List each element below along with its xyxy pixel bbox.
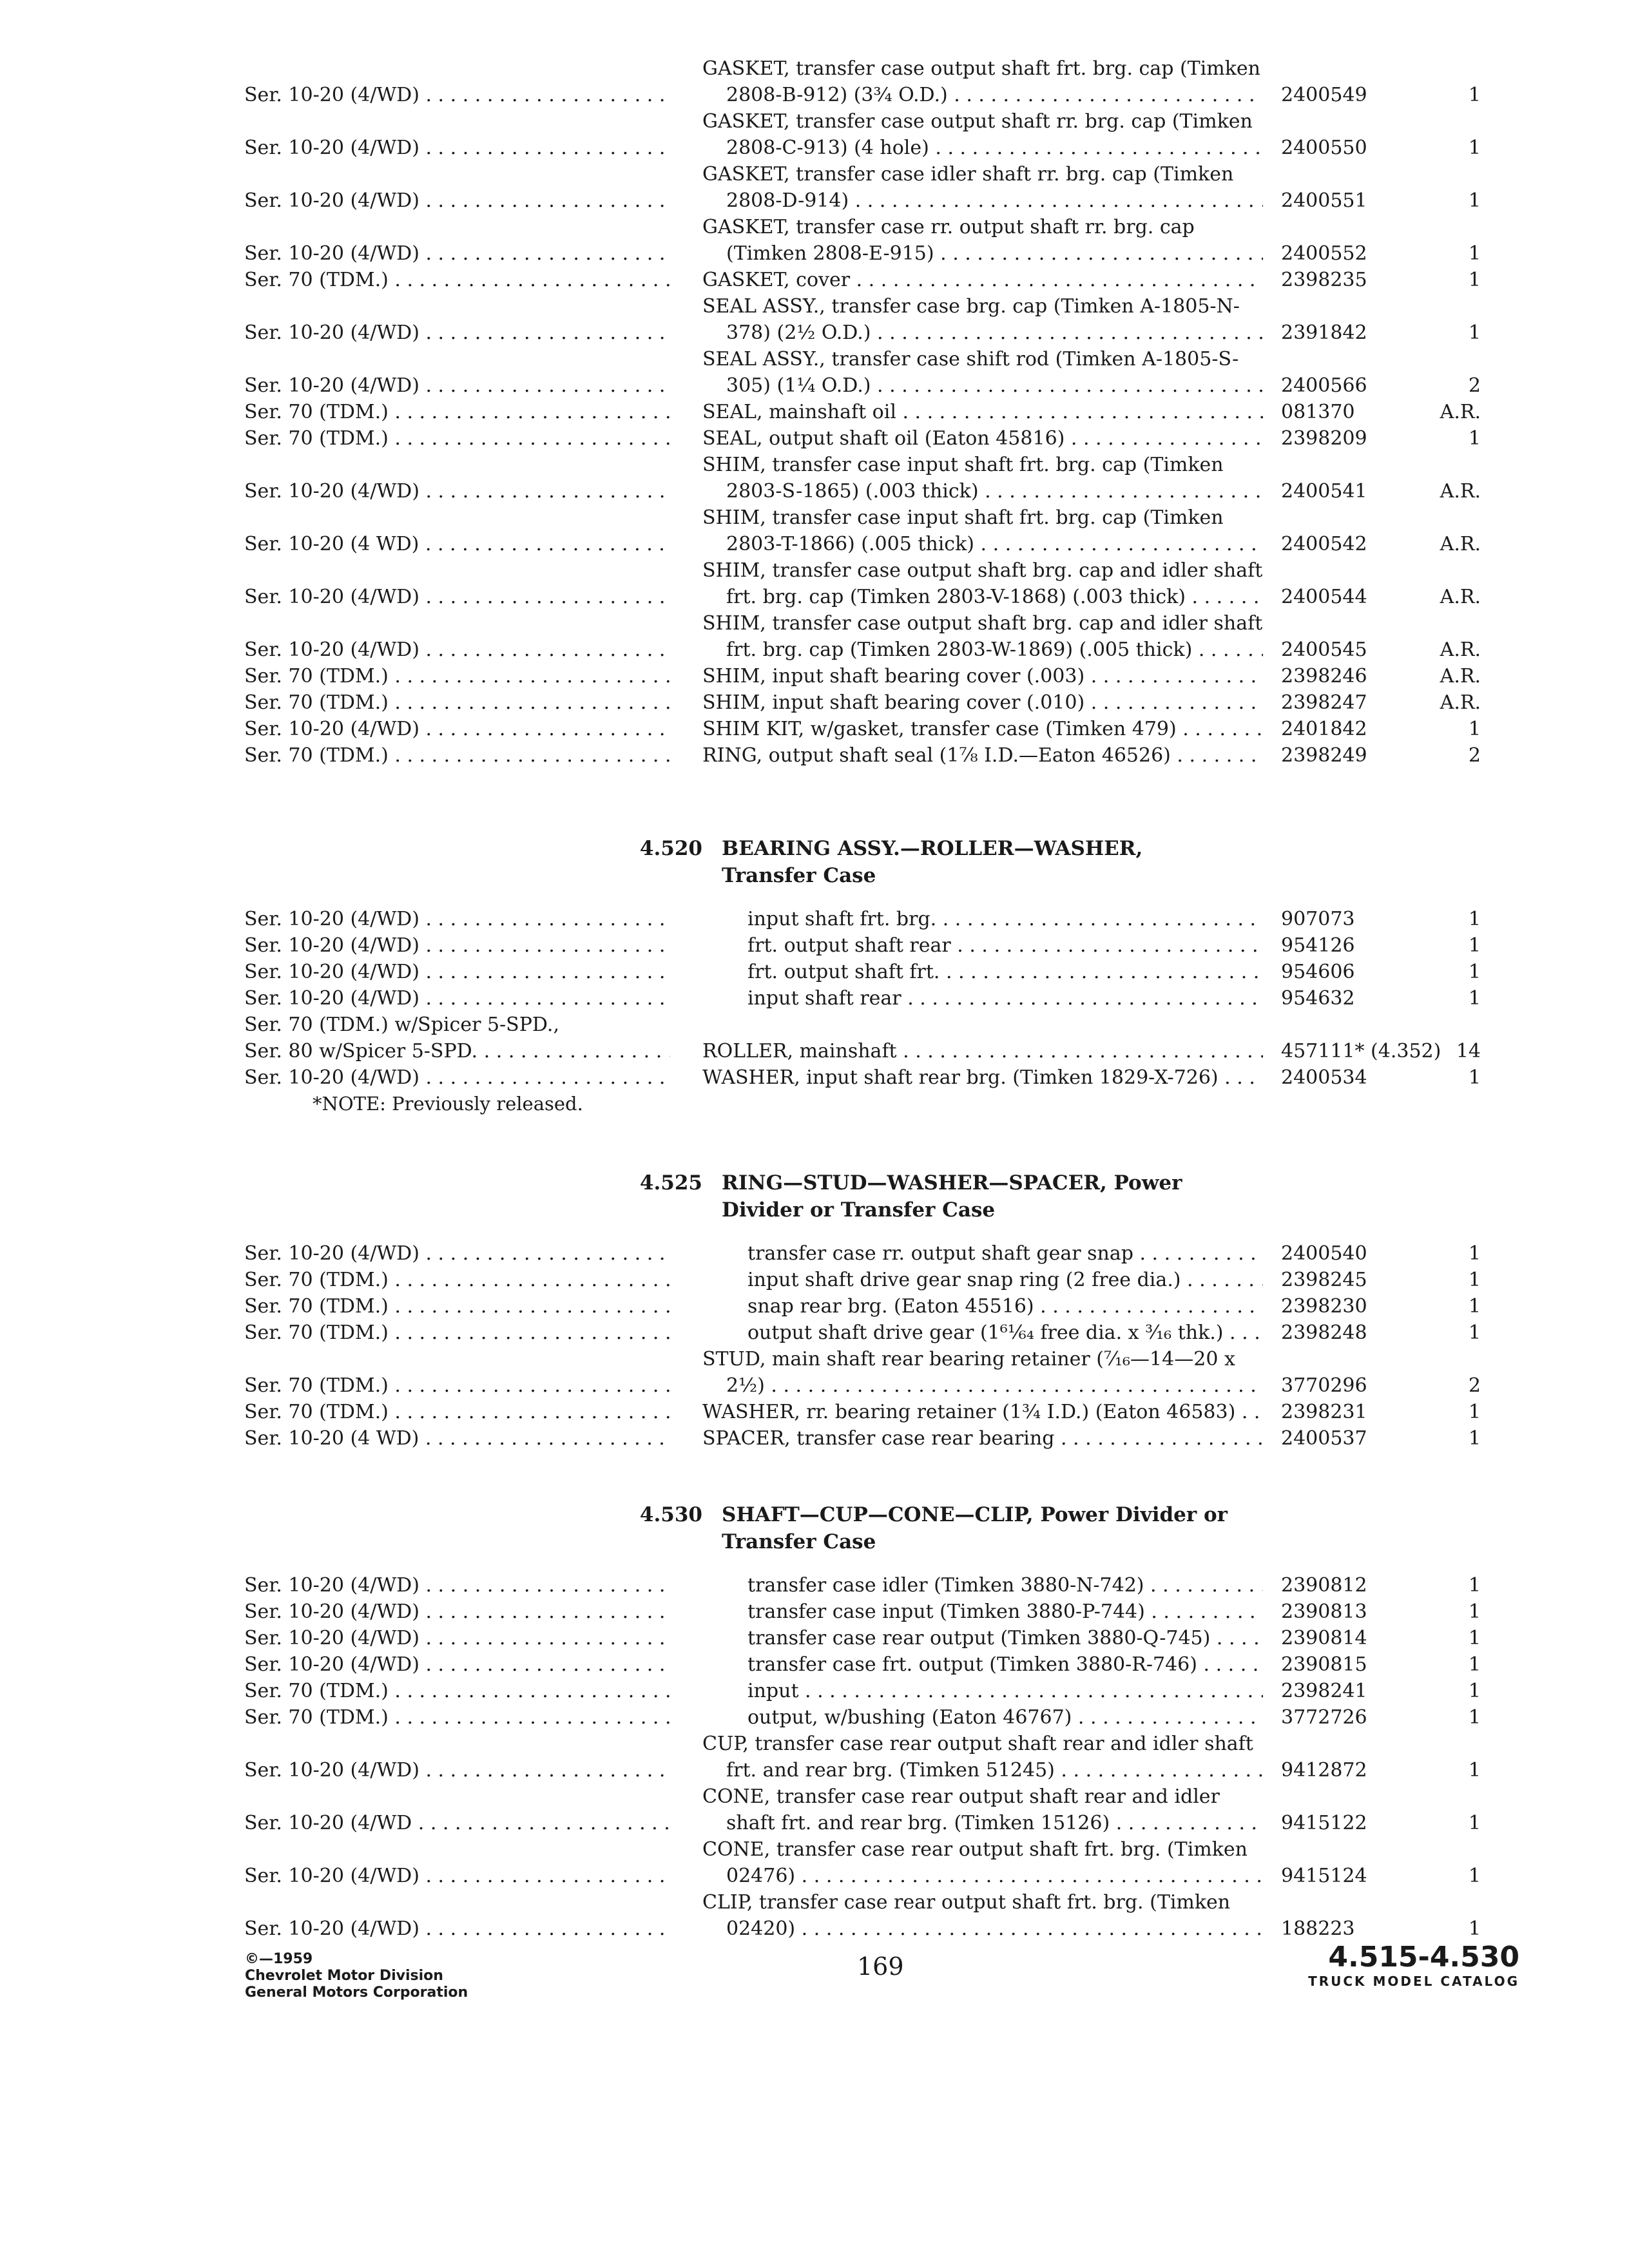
part-number: 2390813 xyxy=(1281,1600,1367,1623)
part-description xyxy=(702,1678,1263,1704)
description-line: 378) (2½ O.D.) . . . xyxy=(702,320,1263,346)
section-number: 4.530 xyxy=(639,1503,702,1526)
part-description xyxy=(702,557,1263,610)
part-number: 2398248 xyxy=(1281,1321,1367,1344)
description-line: RING, output shaft seal (1⅞ I.D.—Eaton 46526) . . . xyxy=(702,742,1263,769)
part-description xyxy=(702,1012,1263,1038)
description-line: 02420) . . . xyxy=(702,1916,1263,1942)
applicable-models: Ser. 10-20 (4/WD) . . . xyxy=(242,478,670,505)
applicable-models: Ser. 10-20 (4/WD) . . . xyxy=(242,1064,670,1091)
parts-list-4520 xyxy=(242,906,1537,1117)
part-description xyxy=(702,932,1263,959)
quantity: 1 xyxy=(1468,1269,1481,1291)
part-description xyxy=(702,1572,1263,1599)
description-line: 305) (1¼ O.D.) . . . xyxy=(702,372,1263,399)
part-row xyxy=(242,985,1537,1012)
quantity: 1 xyxy=(1468,1066,1481,1089)
part-number: 2400534 xyxy=(1281,1066,1367,1089)
part-number: 2400545 xyxy=(1281,639,1367,661)
description-line: SHIM, input shaft bearing cover (.010) . . . xyxy=(702,689,1263,716)
description-line: SEAL, output shaft oil (Eaton 45816) . . . xyxy=(702,425,1263,452)
quantity: 1 xyxy=(1468,1427,1481,1450)
section-title: BEARING ASSY.—ROLLER—WASHER, Transfer Case xyxy=(722,837,1143,887)
applicable-models: Ser. 10-20 (4/WD) . . . xyxy=(242,1916,670,1942)
description-line: transfer case rear output (Timken 3880-Q-745) . . . xyxy=(702,1625,1263,1651)
quantity: 1 xyxy=(1468,427,1481,450)
part-description xyxy=(702,959,1263,985)
part-row xyxy=(242,1240,1537,1267)
description-line: input shaft rear . . . xyxy=(702,985,1263,1012)
applicable-models: Ser. 10-20 (4/WD) . . . xyxy=(242,906,670,932)
part-description xyxy=(702,906,1263,932)
description-line: GASKET, transfer case rr. output shaft rr. brg. cap xyxy=(702,216,1195,238)
part-description xyxy=(702,267,1263,293)
part-number: 954632 xyxy=(1281,987,1355,1010)
description-line: 2808-B-912) (3¾ O.D.) . . . xyxy=(702,82,1263,108)
part-row xyxy=(242,1267,1537,1293)
part-description xyxy=(702,505,1263,557)
quantity: 1 xyxy=(1468,1574,1481,1597)
description-line: SEAL ASSY., transfer case brg. cap (Timken A-1805-N- xyxy=(702,295,1240,318)
quantity: A.R. xyxy=(1440,586,1481,608)
part-number: 9412872 xyxy=(1281,1759,1367,1782)
part-row xyxy=(242,214,1537,267)
applicable-models: Ser. 70 (TDM.) . . . xyxy=(242,1372,670,1399)
part-number: 2398245 xyxy=(1281,1269,1367,1291)
description-line: 02476) . . . xyxy=(702,1863,1263,1889)
quantity: 1 xyxy=(1468,269,1481,291)
catalog-range-block xyxy=(1308,1941,1519,1989)
description-line: WASHER, input shaft rear brg. (Timken 1829-X-726) . . . xyxy=(702,1064,1263,1091)
part-number: 2398247 xyxy=(1281,691,1367,714)
part-number: 907073 xyxy=(1281,908,1355,930)
quantity: 1 xyxy=(1468,322,1481,344)
quantity: 2 xyxy=(1468,374,1481,397)
quantity: 1 xyxy=(1468,1321,1481,1344)
part-row xyxy=(242,1293,1537,1320)
description-line: input . . . xyxy=(702,1678,1263,1704)
part-row xyxy=(242,663,1537,689)
part-description xyxy=(702,1425,1263,1452)
part-row xyxy=(242,108,1537,161)
quantity: 1 xyxy=(1468,1627,1481,1649)
description-line: shaft frt. and rear brg. (Timken 15126) . . . xyxy=(702,1810,1263,1836)
part-row xyxy=(242,1320,1537,1346)
part-number: 2398249 xyxy=(1281,744,1367,767)
description-line: SPACER, transfer case rear bearing . . . xyxy=(702,1425,1263,1452)
section-range: 4.515-4.530 xyxy=(1328,1941,1519,1974)
description-line: GASKET, transfer case output shaft frt. brg. cap (Timken xyxy=(702,57,1260,80)
applicable-models: Ser. 10-20 (4/WD) . . . xyxy=(242,1572,670,1599)
part-number: 081370 xyxy=(1281,401,1355,423)
part-row xyxy=(242,505,1537,557)
applicable-models: Ser. 10-20 (4/WD) . . . xyxy=(242,1240,670,1267)
quantity: 1 xyxy=(1468,987,1481,1010)
quantity: A.R. xyxy=(1440,639,1481,661)
part-row xyxy=(242,452,1537,505)
quantity: 2 xyxy=(1468,1374,1481,1397)
part-description xyxy=(702,1267,1263,1293)
description-line: 2½) . . . xyxy=(702,1372,1263,1399)
part-number: 2398231 xyxy=(1281,1401,1367,1423)
quantity: 1 xyxy=(1468,84,1481,106)
applicable-models: Ser. 10-20 (4/WD) . . . xyxy=(242,959,670,985)
description-line: output, w/bushing (Eaton 46767) . . . xyxy=(702,1704,1263,1731)
applicable-models: Ser. 70 (TDM.) . . . xyxy=(242,425,670,452)
applicable-models: Ser. 70 (TDM.) . . . xyxy=(242,1320,670,1346)
description-line: transfer case input (Timken 3880-P-744) . . . xyxy=(702,1599,1263,1625)
part-description xyxy=(702,1399,1263,1425)
part-number: 2398241 xyxy=(1281,1680,1367,1702)
applicable-models: Ser. 10-20 (4/WD) . . . xyxy=(242,372,670,399)
part-number: 2400537 xyxy=(1281,1427,1367,1450)
applicable-models: Ser. 10-20 (4/WD) . . . xyxy=(242,932,670,959)
part-description xyxy=(702,1889,1263,1942)
quantity: 1 xyxy=(1468,1653,1481,1676)
quantity: 1 xyxy=(1468,1706,1481,1729)
part-number: 3770296 xyxy=(1281,1374,1367,1397)
part-row xyxy=(242,1399,1537,1425)
part-description xyxy=(702,610,1263,663)
catalog-name: TRUCK MODEL CATALOG xyxy=(1308,1974,1519,1989)
quantity: 1 xyxy=(1468,1680,1481,1702)
part-description xyxy=(702,1038,1263,1064)
applicable-models: Ser. 70 (TDM.) . . . xyxy=(242,1704,670,1731)
applicable-models: Ser. 70 (TDM.) . . . xyxy=(242,742,670,769)
applicable-models: Ser. 10-20 (4/WD) . . . xyxy=(242,584,670,610)
part-row xyxy=(242,1012,1537,1038)
part-description xyxy=(702,293,1263,346)
description-line: transfer case idler (Timken 3880-N-742) . . . xyxy=(702,1572,1263,1599)
applicable-models: Ser. 10-20 (4/WD) . . . xyxy=(242,1625,670,1651)
part-row xyxy=(242,55,1537,108)
applicable-models: Ser. 70 (TDM.) w/Spicer 5-SPD., xyxy=(244,1014,559,1036)
part-number: 2391842 xyxy=(1281,322,1367,344)
description-line: (Timken 2808-E-915) . . . xyxy=(702,240,1263,267)
quantity: 2 xyxy=(1468,744,1481,767)
description-line: transfer case frt. output (Timken 3880-R-746) . . . xyxy=(702,1651,1263,1678)
part-row xyxy=(242,1704,1537,1731)
description-line: GASKET, transfer case idler shaft rr. brg. cap (Timken xyxy=(702,163,1234,186)
footnote: *NOTE: Previously released. xyxy=(313,1093,583,1115)
quantity: 1 xyxy=(1468,1401,1481,1423)
part-description xyxy=(702,55,1263,108)
division: Chevrolet Motor Division xyxy=(245,1968,443,1984)
description-line: frt. brg. cap (Timken 2803-W-1869) (.005 thick) . . . xyxy=(702,637,1263,663)
applicable-models: Ser. 70 (TDM.) . . . xyxy=(242,1399,670,1425)
part-row xyxy=(242,1889,1537,1942)
part-number: 954126 xyxy=(1281,934,1355,957)
part-number: 2400549 xyxy=(1281,84,1367,106)
part-row xyxy=(242,932,1537,959)
quantity: 1 xyxy=(1468,137,1481,159)
part-row xyxy=(242,1038,1537,1064)
part-number: 2400550 xyxy=(1281,137,1367,159)
part-number: 3772726 xyxy=(1281,1706,1367,1729)
description-line: SEAL, mainshaft oil . . . xyxy=(702,399,1263,425)
applicable-models: Ser. 10-20 (4 WD) . . . xyxy=(242,1425,670,1452)
part-description xyxy=(702,1240,1263,1267)
quantity: A.R. xyxy=(1440,533,1481,555)
applicable-models: Ser. 70 (TDM.) . . . xyxy=(242,689,670,716)
quantity: A.R. xyxy=(1440,691,1481,714)
applicable-models: Ser. 10-20 (4/WD) . . . xyxy=(242,240,670,267)
part-description xyxy=(702,663,1263,689)
quantity: 1 xyxy=(1468,961,1481,983)
section-title: SHAFT—CUP—CONE—CLIP, Power Divider or Transfer Case xyxy=(722,1503,1228,1553)
part-number: 2401842 xyxy=(1281,718,1367,740)
description-line: transfer case rr. output shaft gear snap . . . xyxy=(702,1240,1263,1267)
part-row xyxy=(242,346,1537,399)
section-title: RING—STUD—WASHER—SPACER, Power Divider or Transfer Case xyxy=(722,1171,1182,1222)
part-number: 2398209 xyxy=(1281,427,1367,450)
part-row xyxy=(242,742,1537,769)
applicable-models: Ser. 70 (TDM.) . . . xyxy=(242,1267,670,1293)
part-description xyxy=(702,1625,1263,1651)
applicable-models: Ser. 10-20 (4/WD) . . . xyxy=(242,1863,670,1889)
applicable-models: Ser. 70 (TDM.) . . . xyxy=(242,267,670,293)
description-line: SHIM KIT, w/gasket, transfer case (Timken 479) . . . xyxy=(702,716,1263,742)
part-number: 2400542 xyxy=(1281,533,1367,555)
description-line: WASHER, rr. bearing retainer (1¾ I.D.) (Eaton 46583) . . . xyxy=(702,1399,1263,1425)
quantity: 1 xyxy=(1468,718,1481,740)
section-header-4525 xyxy=(628,1169,1302,1224)
description-line: frt. output shaft frt. . . . xyxy=(702,959,1263,985)
part-row xyxy=(242,689,1537,716)
part-description xyxy=(702,346,1263,399)
description-line: STUD, main shaft rear bearing retainer (⁷⁄₁₆—14—20 x xyxy=(702,1348,1235,1370)
applicable-models: Ser. 10-20 (4/WD) . . . xyxy=(242,985,670,1012)
parts-list-4525 xyxy=(242,1240,1537,1452)
part-number: 2400541 xyxy=(1281,480,1367,503)
part-row xyxy=(242,1064,1537,1091)
description-line: CONE, transfer case rear output shaft frt. brg. (Timken xyxy=(702,1838,1248,1861)
quantity: A.R. xyxy=(1440,401,1481,423)
part-row xyxy=(242,1783,1537,1836)
part-row xyxy=(242,557,1537,610)
part-row xyxy=(242,906,1537,932)
part-description xyxy=(702,1836,1263,1889)
part-number: 457111* (4.352) xyxy=(1281,1040,1441,1062)
part-row xyxy=(242,1599,1537,1625)
part-number: 2398230 xyxy=(1281,1295,1367,1318)
part-description xyxy=(702,742,1263,769)
description-line: CONE, transfer case rear output shaft rear and idler xyxy=(702,1785,1220,1808)
part-description xyxy=(702,1064,1263,1091)
description-line: CUP, transfer case rear output shaft rear and idler shaft xyxy=(702,1733,1253,1755)
part-description xyxy=(702,1651,1263,1678)
part-description xyxy=(702,399,1263,425)
description-line: frt. and rear brg. (Timken 51245) . . . xyxy=(702,1757,1263,1783)
description-line: frt. brg. cap (Timken 2803-V-1868) (.003 thick) . . . xyxy=(702,584,1263,610)
part-row xyxy=(242,399,1537,425)
applicable-models: Ser. 10-20 (4 WD) . . . xyxy=(242,531,670,557)
part-row xyxy=(242,1346,1537,1399)
description-line: SHIM, transfer case output shaft brg. cap and idler shaft xyxy=(702,559,1263,582)
description-line: frt. output shaft rear . . . xyxy=(702,932,1263,959)
copyright: ©—1959 xyxy=(245,1951,313,1967)
part-row xyxy=(242,1425,1537,1452)
part-row xyxy=(242,161,1537,214)
part-number: 2390814 xyxy=(1281,1627,1367,1649)
part-description xyxy=(702,1783,1263,1836)
part-description xyxy=(702,1731,1263,1783)
parts-list-4515 xyxy=(242,55,1537,769)
part-description xyxy=(702,214,1263,267)
part-number: 2400544 xyxy=(1281,586,1367,608)
part-row xyxy=(242,716,1537,742)
part-number: 9415122 xyxy=(1281,1812,1367,1834)
part-number: 2400540 xyxy=(1281,1242,1367,1265)
description-line: SHIM, transfer case output shaft brg. cap and idler shaft xyxy=(702,612,1263,635)
quantity: A.R. xyxy=(1440,480,1481,503)
part-description xyxy=(702,452,1263,505)
part-number: 2400566 xyxy=(1281,374,1367,397)
description-line: CLIP, transfer case rear output shaft frt. brg. (Timken xyxy=(702,1891,1231,1914)
part-number: 2398246 xyxy=(1281,665,1367,687)
description-line: output shaft drive gear (1⁶¹⁄₆₄ free dia. x ³⁄₁₆ thk.) . . . xyxy=(702,1320,1263,1346)
section-header-4530 xyxy=(628,1501,1302,1555)
part-row xyxy=(242,959,1537,985)
applicable-models: Ser. 10-20 (4/WD) . . . xyxy=(242,1757,670,1783)
description-line: GASKET, transfer case output shaft rr. brg. cap (Timken xyxy=(702,110,1253,133)
description-line: SHIM, transfer case input shaft frt. brg. cap (Timken xyxy=(702,506,1224,529)
description-line: GASKET, cover . . . xyxy=(702,267,1263,293)
copyright-block xyxy=(245,1951,468,2001)
section-number: 4.520 xyxy=(639,837,702,860)
parts-list-4530 xyxy=(242,1572,1537,1942)
description-line: input shaft frt. brg. . . . xyxy=(702,906,1263,932)
part-description xyxy=(702,1599,1263,1625)
part-description xyxy=(702,1320,1263,1346)
part-description xyxy=(702,425,1263,452)
part-description xyxy=(702,161,1263,214)
part-number: 188223 xyxy=(1281,1917,1355,1940)
part-number: 2398235 xyxy=(1281,269,1367,291)
quantity: 1 xyxy=(1468,1242,1481,1265)
applicable-models: Ser. 10-20 (4/WD) . . . xyxy=(242,320,670,346)
part-number: 954606 xyxy=(1281,961,1355,983)
quantity: 1 xyxy=(1468,1917,1481,1940)
applicable-models: Ser. 10-20 (4/WD) . . . xyxy=(242,135,670,161)
section-header-4520 xyxy=(628,835,1302,889)
applicable-models: Ser. 70 (TDM.) . . . xyxy=(242,663,670,689)
part-row xyxy=(242,293,1537,346)
description-line: SHIM, transfer case input shaft frt. brg. cap (Timken xyxy=(702,454,1224,476)
part-number: 2390812 xyxy=(1281,1574,1367,1597)
quantity: 14 xyxy=(1456,1040,1481,1062)
quantity: 1 xyxy=(1468,908,1481,930)
part-description xyxy=(702,716,1263,742)
part-description xyxy=(702,1704,1263,1731)
description-line: ROLLER, mainshaft . . . xyxy=(702,1038,1263,1064)
part-description xyxy=(702,1293,1263,1320)
description-line: 2803-T-1866) (.005 thick) . . . xyxy=(702,531,1263,557)
part-description xyxy=(702,689,1263,716)
description-line: 2808-C-913) (4 hole) . . . xyxy=(702,135,1263,161)
description-line: 2803-S-1865) (.003 thick) . . . xyxy=(702,478,1263,505)
quantity: A.R. xyxy=(1440,665,1481,687)
description-line: input shaft drive gear snap ring (2 free dia.) . . . xyxy=(702,1267,1263,1293)
part-row xyxy=(242,425,1537,452)
quantity: 1 xyxy=(1468,242,1481,265)
part-row xyxy=(242,1836,1537,1889)
part-number: 2400551 xyxy=(1281,189,1367,212)
description-line: SEAL ASSY., transfer case shift rod (Timken A-1805-S- xyxy=(702,348,1239,370)
part-row xyxy=(242,1625,1537,1651)
applicable-models: Ser. 80 w/Spicer 5-SPD. . . . xyxy=(242,1038,670,1064)
description-line: snap rear brg. (Eaton 45516) . . . xyxy=(702,1293,1263,1320)
corporation: General Motors Corporation xyxy=(245,1984,468,2001)
applicable-models: Ser. 10-20 (4/WD) . . . xyxy=(242,82,670,108)
part-number: 9415124 xyxy=(1281,1865,1367,1887)
quantity: 1 xyxy=(1468,1812,1481,1834)
quantity: 1 xyxy=(1468,1295,1481,1318)
description-line xyxy=(702,1012,1263,1038)
applicable-models: Ser. 70 (TDM.) . . . xyxy=(242,1293,670,1320)
part-row xyxy=(242,1678,1537,1704)
part-row xyxy=(242,1572,1537,1599)
applicable-models: Ser. 10-20 (4/WD . . . xyxy=(242,1810,670,1836)
part-number: 2400552 xyxy=(1281,242,1367,265)
quantity: 1 xyxy=(1468,1865,1481,1887)
applicable-models: Ser. 70 (TDM.) . . . xyxy=(242,399,670,425)
description-line: SHIM, input shaft bearing cover (.003) . . . xyxy=(702,663,1263,689)
part-row xyxy=(242,267,1537,293)
part-description xyxy=(702,108,1263,161)
description-line: 2808-D-914) . . . xyxy=(702,187,1263,214)
applicable-models: Ser. 10-20 (4/WD) . . . xyxy=(242,1651,670,1678)
applicable-models: Ser. 10-20 (4/WD) . . . xyxy=(242,1599,670,1625)
applicable-models: Ser. 10-20 (4/WD) . . . xyxy=(242,637,670,663)
part-description xyxy=(702,985,1263,1012)
applicable-models: Ser. 10-20 (4/WD) . . . xyxy=(242,187,670,214)
quantity: 1 xyxy=(1468,189,1481,212)
quantity: 1 xyxy=(1468,934,1481,957)
part-number: 2390815 xyxy=(1281,1653,1367,1676)
section-number: 4.525 xyxy=(639,1171,702,1195)
quantity: 1 xyxy=(1468,1600,1481,1623)
applicable-models: Ser. 10-20 (4/WD) . . . xyxy=(242,716,670,742)
applicable-models: Ser. 70 (TDM.) . . . xyxy=(242,1678,670,1704)
part-row xyxy=(242,1731,1537,1783)
quantity: 1 xyxy=(1468,1759,1481,1782)
part-row xyxy=(242,610,1537,663)
part-row xyxy=(242,1651,1537,1678)
page-number: 169 xyxy=(857,1952,904,1981)
part-description xyxy=(702,1346,1263,1399)
